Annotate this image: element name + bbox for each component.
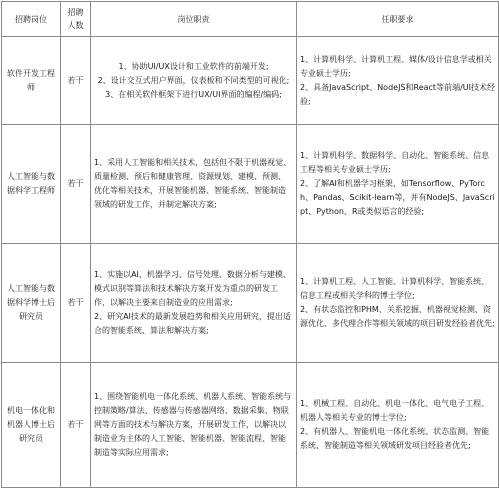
table-row (2, 363, 499, 488)
recruitment-table (1, 1, 499, 488)
position-cell: 人工智能与数据科学工程师 (2, 125, 61, 244)
requirement-line: 1、计算机科学、数据科学、自动化、智能系统、信息工程等相关专业硕士学历; (300, 151, 490, 174)
position-cell: 机电一体化和机器人博士后研究员 (2, 363, 61, 488)
requirement-line: 1、计算机工程、人工智能、计算机科学、智能系统、信息工程或相关学科的博士学位; (300, 277, 490, 300)
count-cell: 若干 (61, 363, 91, 488)
count-cell: 若干 (61, 125, 91, 244)
table-row (2, 125, 499, 244)
table-row (2, 244, 499, 363)
duty-line: 1、采用人工智能和相关技术，包括但不限于机器视觉、质量检测、预后和健康管理、资源规划、建模、预测、优化等相关技术，开展智能机器、智能系统、智能制造领域的研发工作，并制定解决方案; (94, 158, 292, 209)
header-count: 招聘人数 (61, 2, 91, 37)
count-cell: 若干 (61, 244, 91, 363)
header-duties: 岗位职责 (91, 2, 297, 37)
duty-line: 1、围绕智能机电一体化系统、机器人系统、智能系统与控制策略/算法、传感器与传感器网络、数据采集、物联网等方面的技术与解决方案，开展研发工作，以解决以制造业为主体的人工智能、智能机器、智能流程、智能制造等实际应用需求; (94, 392, 292, 457)
requirement-line: 1、计算机科学、计算机工程、媒体/设计信息学或相关专业硕士学历; (300, 54, 492, 78)
header-position: 招聘岗位 (2, 2, 61, 37)
header-requirements: 任职要求 (297, 2, 499, 37)
requirement-line: 2、有机器人、智能机电一体化系统、状态监测、智能系统、智能制造等相关领域研发项目经验者优先; (300, 427, 490, 450)
requirement-line: 1、机械工程、自动化、机电一体化、电气电子工程、机器人等相关专业的博士学位; (300, 399, 490, 422)
duty-line: 2、设计交互式用户界面，仪表板和不同类型的可视化; (97, 75, 290, 85)
requirements-cell (297, 363, 499, 488)
duties-cell (91, 363, 297, 488)
header-row (2, 2, 499, 37)
position-cell: 人工智能与数据科学博士后研究员 (2, 244, 61, 363)
duties-cell (91, 37, 297, 125)
requirements-cell (297, 244, 499, 363)
requirement-line: 2、有状态监控和PHM、关系挖掘、机器视觉检测、资源优化、多代理合作等相关领域的项目研发经验者优先; (300, 305, 495, 328)
count-cell: 若干 (61, 37, 91, 125)
table-row (2, 37, 499, 125)
duty-line: 1、协助UI/UX设计和工业软件的前端开发; (118, 61, 269, 71)
requirement-line: 2、具备JavaScript、NodeJS和React等前端/UI技术经验; (300, 82, 495, 106)
requirements-cell (297, 125, 499, 244)
duties-cell (91, 125, 297, 244)
requirement-line: 2、了解AI和机器学习框架，如Tensorflow、PyTorch、Pandas、Scikit-learn等，并有NodeJS、JavaScript、Python、R或类似语言的经验; (300, 179, 495, 216)
position-cell: 软件开发工程师 (2, 37, 61, 125)
duty-line: 3、在相关软件框架下进行UX/UI界面的编程/编码; (105, 89, 282, 99)
requirements-cell (297, 37, 499, 125)
duty-line: 1、实施以AI、机器学习、信号处理、数据分析与建模、模式识别等算法和技术解决方案开发为重点的研发工作，以解决主要来自制造业的应用需求; (94, 270, 291, 307)
duties-cell (91, 244, 297, 363)
duty-line: 2、研究AI技术的最新发展趋势和相关应用研究，提出适合的智能系统、算法和解决方案; (94, 312, 291, 335)
